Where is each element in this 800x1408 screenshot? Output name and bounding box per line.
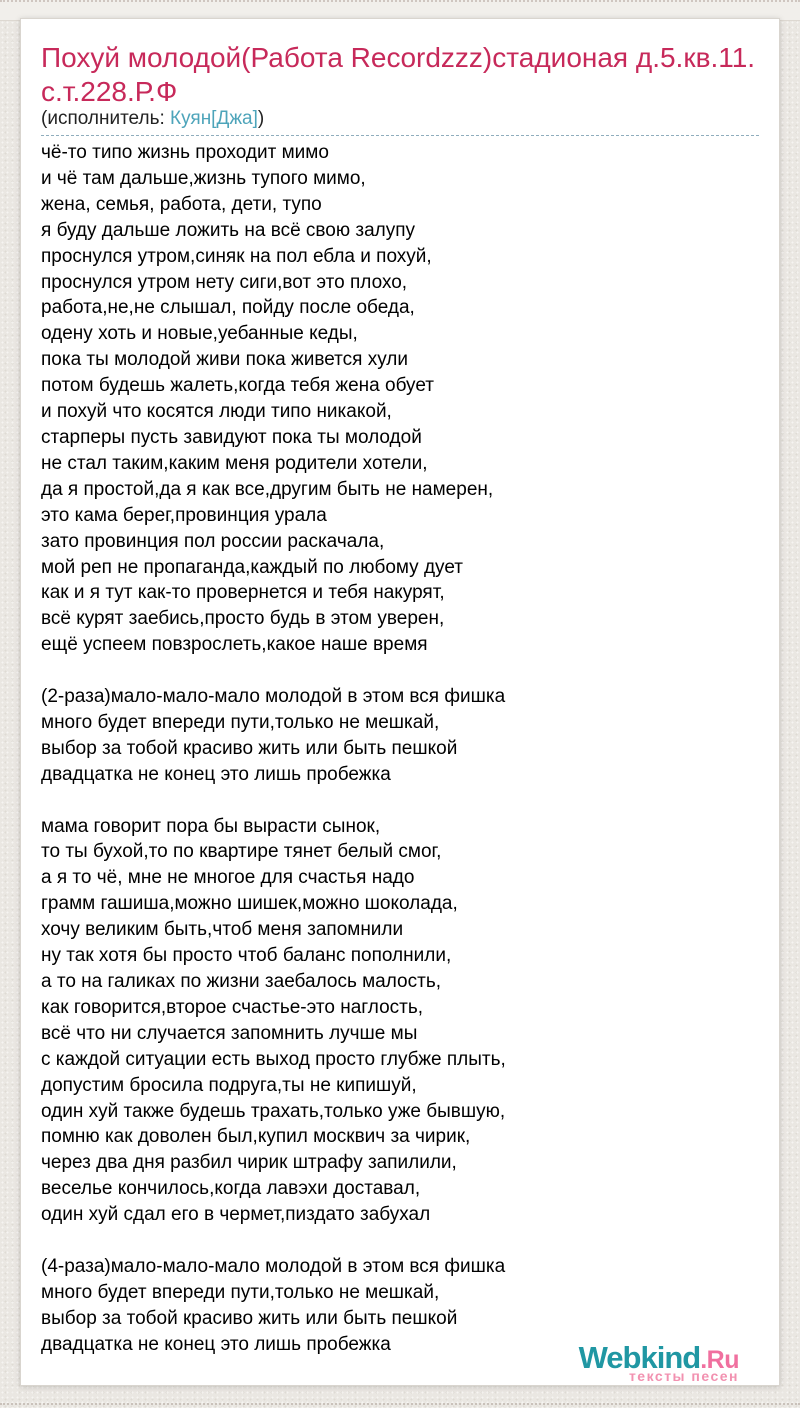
lyric-line: помню как доволен был,купил москвич за чирик, — [41, 1126, 471, 1148]
lyric-line: один хуй сдал его в чермет,пиздато забухал — [41, 1204, 431, 1226]
lyric-line: проснулся утром нету сиги,вот это плохо, — [41, 271, 408, 293]
lyric-line: хочу великим быть,чтоб меня запомнили — [41, 919, 404, 941]
lyric-line: жена, семья, работа, дети, тупо — [41, 193, 322, 215]
lyric-line — [41, 788, 759, 814]
lyric-line: один хуй также будешь трахать,только уже бывшую, — [41, 1100, 506, 1122]
lyric-line: допустим бросила подруга,ты не кипишуй, — [41, 1074, 417, 1096]
lyric-line: (2-раза)мало-мало-мало молодой в этом вся фишка — [41, 686, 506, 708]
artist-suffix: ) — [257, 108, 265, 129]
lyric-line: чё-то типо жизнь проходит мимо — [41, 142, 329, 163]
lyric-line: потом будешь жалеть,когда тебя жена обует — [41, 375, 434, 397]
lyrics-card — [20, 18, 780, 1386]
artist-label: (исполнитель: — [41, 108, 171, 129]
webkind-logo-suffix: .Ru — [700, 1346, 739, 1374]
lyric-line: много будет впереди пути,только не мешкай, — [41, 1281, 440, 1303]
lyric-line: работа,не,не слышал, пойду после обеда, — [41, 297, 415, 319]
lyric-line: двадцатка не конец это лишь пробежка — [41, 1333, 391, 1355]
lyric-line — [41, 1228, 759, 1254]
lyric-line: грамм гашиша,можно шишек,можно шоколада, — [41, 893, 458, 915]
artist-link[interactable]: Куян[Джа] — [170, 108, 258, 129]
lyric-line: старперы пусть завидуют пока ты молодой — [41, 426, 422, 448]
lyric-line: и похуй что косятся люди типо никакой, — [41, 401, 392, 423]
webkind-logo-tagline: тексты песен — [628, 1368, 739, 1384]
lyric-line: зато провинция пол россии раскачала, — [41, 530, 385, 552]
lyric-line: да я простой,да я как все,другим быть не намерен, — [41, 478, 494, 500]
lyric-line: всё курят заебись,просто будь в этом уверен, — [41, 608, 445, 630]
lyrics-block — [41, 140, 759, 1358]
lyric-line: ну так хотя бы просто чтоб баланс пополнили, — [41, 945, 452, 967]
lyric-line: как говорится,второе счастье-это наглость, — [41, 996, 424, 1018]
lyric-line: выбор за тобой красиво жить или быть пешкой — [41, 1307, 458, 1329]
page-title: Похуй молодой(Работа Recordzzz)стадионая д.5.кв.11. с.т.228.Р.Ф — [41, 42, 756, 107]
lyric-line: а то на галиках по жизни заебалось малость, — [41, 970, 441, 992]
lyric-line: как и я тут как-то провернется и тебя накурят, — [41, 582, 445, 604]
lyric-line: а я то чё, мне не многое для счастья надо — [41, 867, 415, 889]
lyric-line: с каждой ситуации есть выход просто глубже плыть, — [41, 1048, 506, 1070]
lyric-line: мама говорит пора бы вырасти сынок, — [41, 815, 381, 837]
lyric-line: пока ты молодой живи пока живется хули — [41, 349, 408, 371]
page-bottom-dotted-line — [0, 1403, 800, 1405]
webkind-logo[interactable] — [579, 1342, 739, 1383]
lyric-line — [41, 658, 759, 684]
webkind-logo-main: Webkind — [578, 1340, 701, 1375]
lyric-line: проснулся утром,синяк на пол ебла и похуй, — [41, 245, 432, 267]
lyric-line: и чё там дальше,жизнь тупого мимо, — [41, 167, 366, 189]
lyric-line: не стал таким,каким меня родители хотели, — [41, 452, 428, 474]
lyric-line: я буду дальше ложить на всё свою залупу — [41, 219, 416, 241]
lyric-line: ещё успеем повзрослеть,какое наше время — [41, 634, 428, 656]
lyric-line: много будет впереди пути,только не мешкай, — [41, 711, 440, 733]
lyric-line: одену хоть и новые,уебанные кеды, — [41, 323, 358, 345]
lyric-line: это кама берег,провинция урала — [41, 504, 327, 526]
lyric-line: выбор за тобой красиво жить или быть пешкой — [41, 737, 458, 759]
lyric-line: двадцатка не конец это лишь пробежка — [41, 763, 391, 785]
lyric-line: (4-раза)мало-мало-мало молодой в этом вся фишка — [41, 1255, 506, 1277]
lyric-line: веселье кончилось,когда лавэхи доставал, — [41, 1178, 421, 1200]
lyric-line: мой реп не пропаганда,каждый по любому дует — [41, 556, 463, 578]
lyric-line: то ты бухой,то по квартире тянет белый смог, — [41, 841, 442, 863]
artist-line — [41, 109, 759, 136]
lyric-line: через два дня разбил чирик штрафу запилили, — [41, 1152, 457, 1174]
lyric-line: всё что ни случается запомнить лучше мы — [41, 1022, 418, 1044]
